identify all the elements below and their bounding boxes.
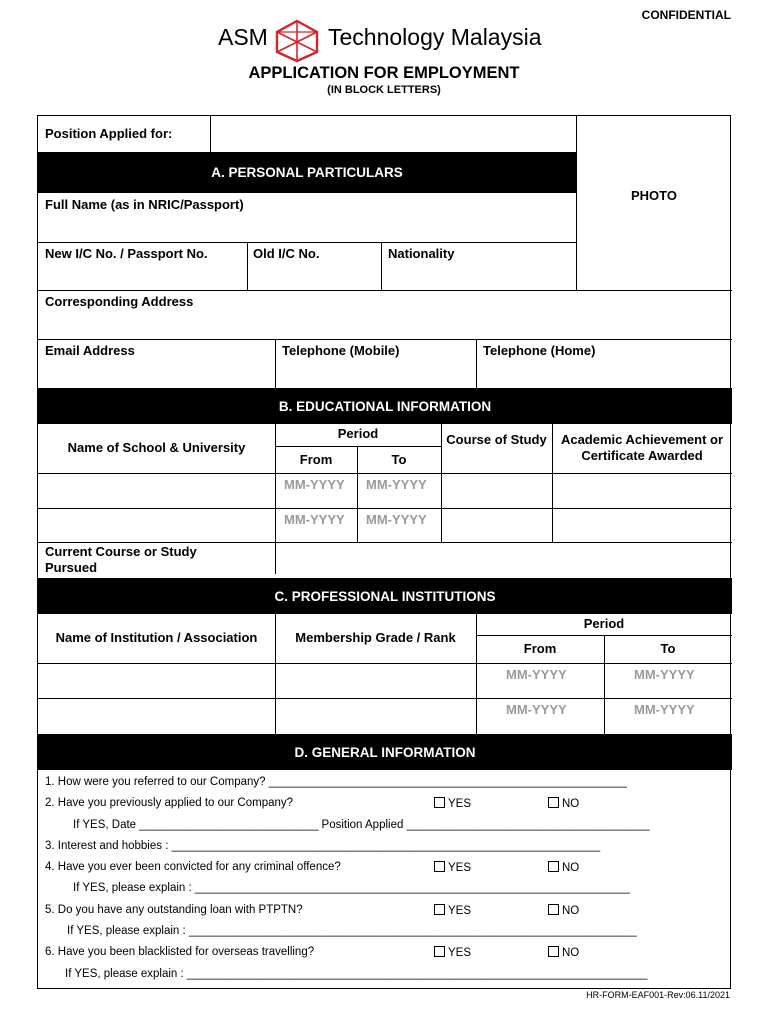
institution-field-1[interactable]	[38, 664, 274, 697]
institution-field-2[interactable]	[38, 699, 274, 733]
q4-yes-label: YES	[448, 862, 472, 874]
col-course-label: Course of Study	[446, 432, 547, 447]
col-to-label: To	[391, 452, 407, 467]
nationality-label: Nationality	[388, 246, 455, 261]
address-label: Corresponding Address	[45, 294, 194, 309]
confidential-label: CONFIDENTIAL	[641, 8, 731, 22]
question-6-details[interactable]: If YES, please explain : ________________________________________________________________________	[65, 968, 648, 980]
q2-no-label: NO	[562, 798, 580, 810]
question-4: 4. Have you ever been convicted for any criminal offence?	[45, 861, 341, 873]
q6-yes-checkbox[interactable]	[434, 946, 445, 957]
section-b-header: B. EDUCATIONAL INFORMATION	[38, 388, 732, 424]
question-5: 5. Do you have any outstanding loan with PTPTN?	[45, 904, 303, 916]
col-from-c-label: From	[523, 641, 557, 656]
achievement-field-1[interactable]	[553, 474, 730, 507]
q6-yes-option[interactable]	[434, 946, 471, 959]
to-date-field-2[interactable]: MM-YYYY	[366, 512, 427, 527]
q4-no-option[interactable]	[548, 861, 579, 874]
from-date-c-field-1[interactable]: MM-YYYY	[506, 667, 567, 682]
q2-yes-label: YES	[448, 798, 472, 810]
application-form	[37, 115, 731, 989]
q6-yes-label: YES	[448, 947, 472, 959]
col-period-c-label: Period	[583, 616, 625, 631]
q2-no-checkbox[interactable]	[548, 797, 559, 808]
q2-yes-checkbox[interactable]	[434, 797, 445, 808]
course-field-2[interactable]	[442, 509, 551, 541]
photo-box[interactable]	[577, 116, 731, 290]
to-date-c-field-1[interactable]: MM-YYYY	[634, 667, 695, 682]
current-course-label: Current Course or Study Pursued	[45, 544, 197, 575]
q4-yes-option[interactable]	[434, 861, 471, 874]
col-to-c-label: To	[660, 641, 676, 656]
position-applied-label: Position Applied for:	[45, 126, 173, 141]
from-date-field-2[interactable]: MM-YYYY	[284, 512, 345, 527]
email-field[interactable]	[38, 362, 274, 387]
new-ic-field[interactable]	[38, 265, 246, 289]
col-achievement-label: Academic Achievement or Certificate Awarded	[560, 432, 724, 463]
asm-diamond-logo-icon	[273, 19, 321, 63]
q2-yes-option[interactable]	[434, 797, 471, 810]
question-5-details[interactable]: If YES, please explain : ______________________________________________________________________	[67, 925, 637, 937]
question-6: 6. Have you been blacklisted for overseas travelling?	[45, 946, 315, 958]
achievement-field-2[interactable]	[553, 509, 730, 541]
question-3[interactable]: 3. Interest and hobbies : ___________________________________________________________________	[45, 840, 601, 852]
position-applied-field[interactable]	[211, 117, 575, 151]
question-2: 2. Have you previously applied to our Company?	[45, 797, 294, 809]
col-grade-label: Membership Grade / Rank	[295, 630, 456, 645]
old-ic-label: Old I/C No.	[253, 246, 320, 261]
grade-field-2[interactable]	[276, 699, 475, 733]
col-period-label: Period	[337, 426, 379, 441]
q6-no-option[interactable]	[548, 946, 579, 959]
school-field-1[interactable]	[38, 474, 274, 507]
question-2-details[interactable]: If YES, Date ____________________________ Position Applied ______________________________________	[73, 819, 650, 831]
form-subtitle: (IN BLOCK LETTERS)	[327, 84, 441, 96]
q5-no-checkbox[interactable]	[548, 904, 559, 915]
q5-yes-label: YES	[448, 905, 472, 917]
section-a-header: A. PERSONAL PARTICULARS	[38, 152, 576, 193]
from-date-c-field-2[interactable]: MM-YYYY	[506, 702, 567, 717]
tel-mobile-field[interactable]	[276, 362, 475, 387]
q2-no-option[interactable]	[548, 797, 579, 810]
q4-no-checkbox[interactable]	[548, 861, 559, 872]
col-institution-label: Name of Institution / Association	[55, 630, 258, 645]
address-field[interactable]	[38, 312, 730, 338]
q5-no-option[interactable]	[548, 904, 579, 917]
q6-no-label: NO	[562, 947, 580, 959]
email-label: Email Address	[45, 343, 135, 358]
form-title: APPLICATION FOR EMPLOYMENT	[248, 64, 520, 82]
full-name-field[interactable]	[38, 216, 576, 241]
question-4-details[interactable]: If YES, please explain : ____________________________________________________________________	[73, 882, 630, 894]
section-c-header: C. PROFESSIONAL INSTITUTIONS	[38, 578, 732, 614]
tel-mobile-label: Telephone (Mobile)	[282, 343, 400, 358]
to-date-c-field-2[interactable]: MM-YYYY	[634, 702, 695, 717]
q5-yes-checkbox[interactable]	[434, 904, 445, 915]
question-1[interactable]: 1. How were you referred to our Company? ________________________________________________________	[45, 776, 627, 788]
q4-no-label: NO	[562, 862, 580, 874]
old-ic-field[interactable]	[248, 265, 380, 289]
new-ic-label: New I/C No. / Passport No.	[45, 246, 208, 261]
photo-label: PHOTO	[631, 188, 677, 203]
col-school-label: Name of School & University	[67, 440, 246, 455]
school-field-2[interactable]	[38, 509, 274, 541]
brand-asm: ASM	[218, 24, 268, 50]
col-from-label: From	[299, 452, 333, 467]
tel-home-field[interactable]	[477, 362, 730, 387]
from-date-field-1[interactable]: MM-YYYY	[284, 477, 345, 492]
course-field-1[interactable]	[442, 474, 551, 507]
q4-yes-checkbox[interactable]	[434, 861, 445, 872]
brand-technology-malaysia: Technology Malaysia	[328, 24, 542, 50]
full-name-label: Full Name (as in NRIC/Passport)	[45, 197, 244, 212]
q5-yes-option[interactable]	[434, 904, 471, 917]
section-d-header: D. GENERAL INFORMATION	[38, 734, 732, 770]
form-code: HR-FORM-EAF001-Rev:06.11/2021	[586, 990, 730, 1000]
tel-home-label: Telephone (Home)	[483, 343, 596, 358]
q6-no-checkbox[interactable]	[548, 946, 559, 957]
to-date-field-1[interactable]: MM-YYYY	[366, 477, 427, 492]
q5-no-label: NO	[562, 905, 580, 917]
current-course-field[interactable]	[276, 543, 730, 573]
grade-field-1[interactable]	[276, 664, 475, 697]
nationality-field[interactable]	[382, 265, 575, 289]
